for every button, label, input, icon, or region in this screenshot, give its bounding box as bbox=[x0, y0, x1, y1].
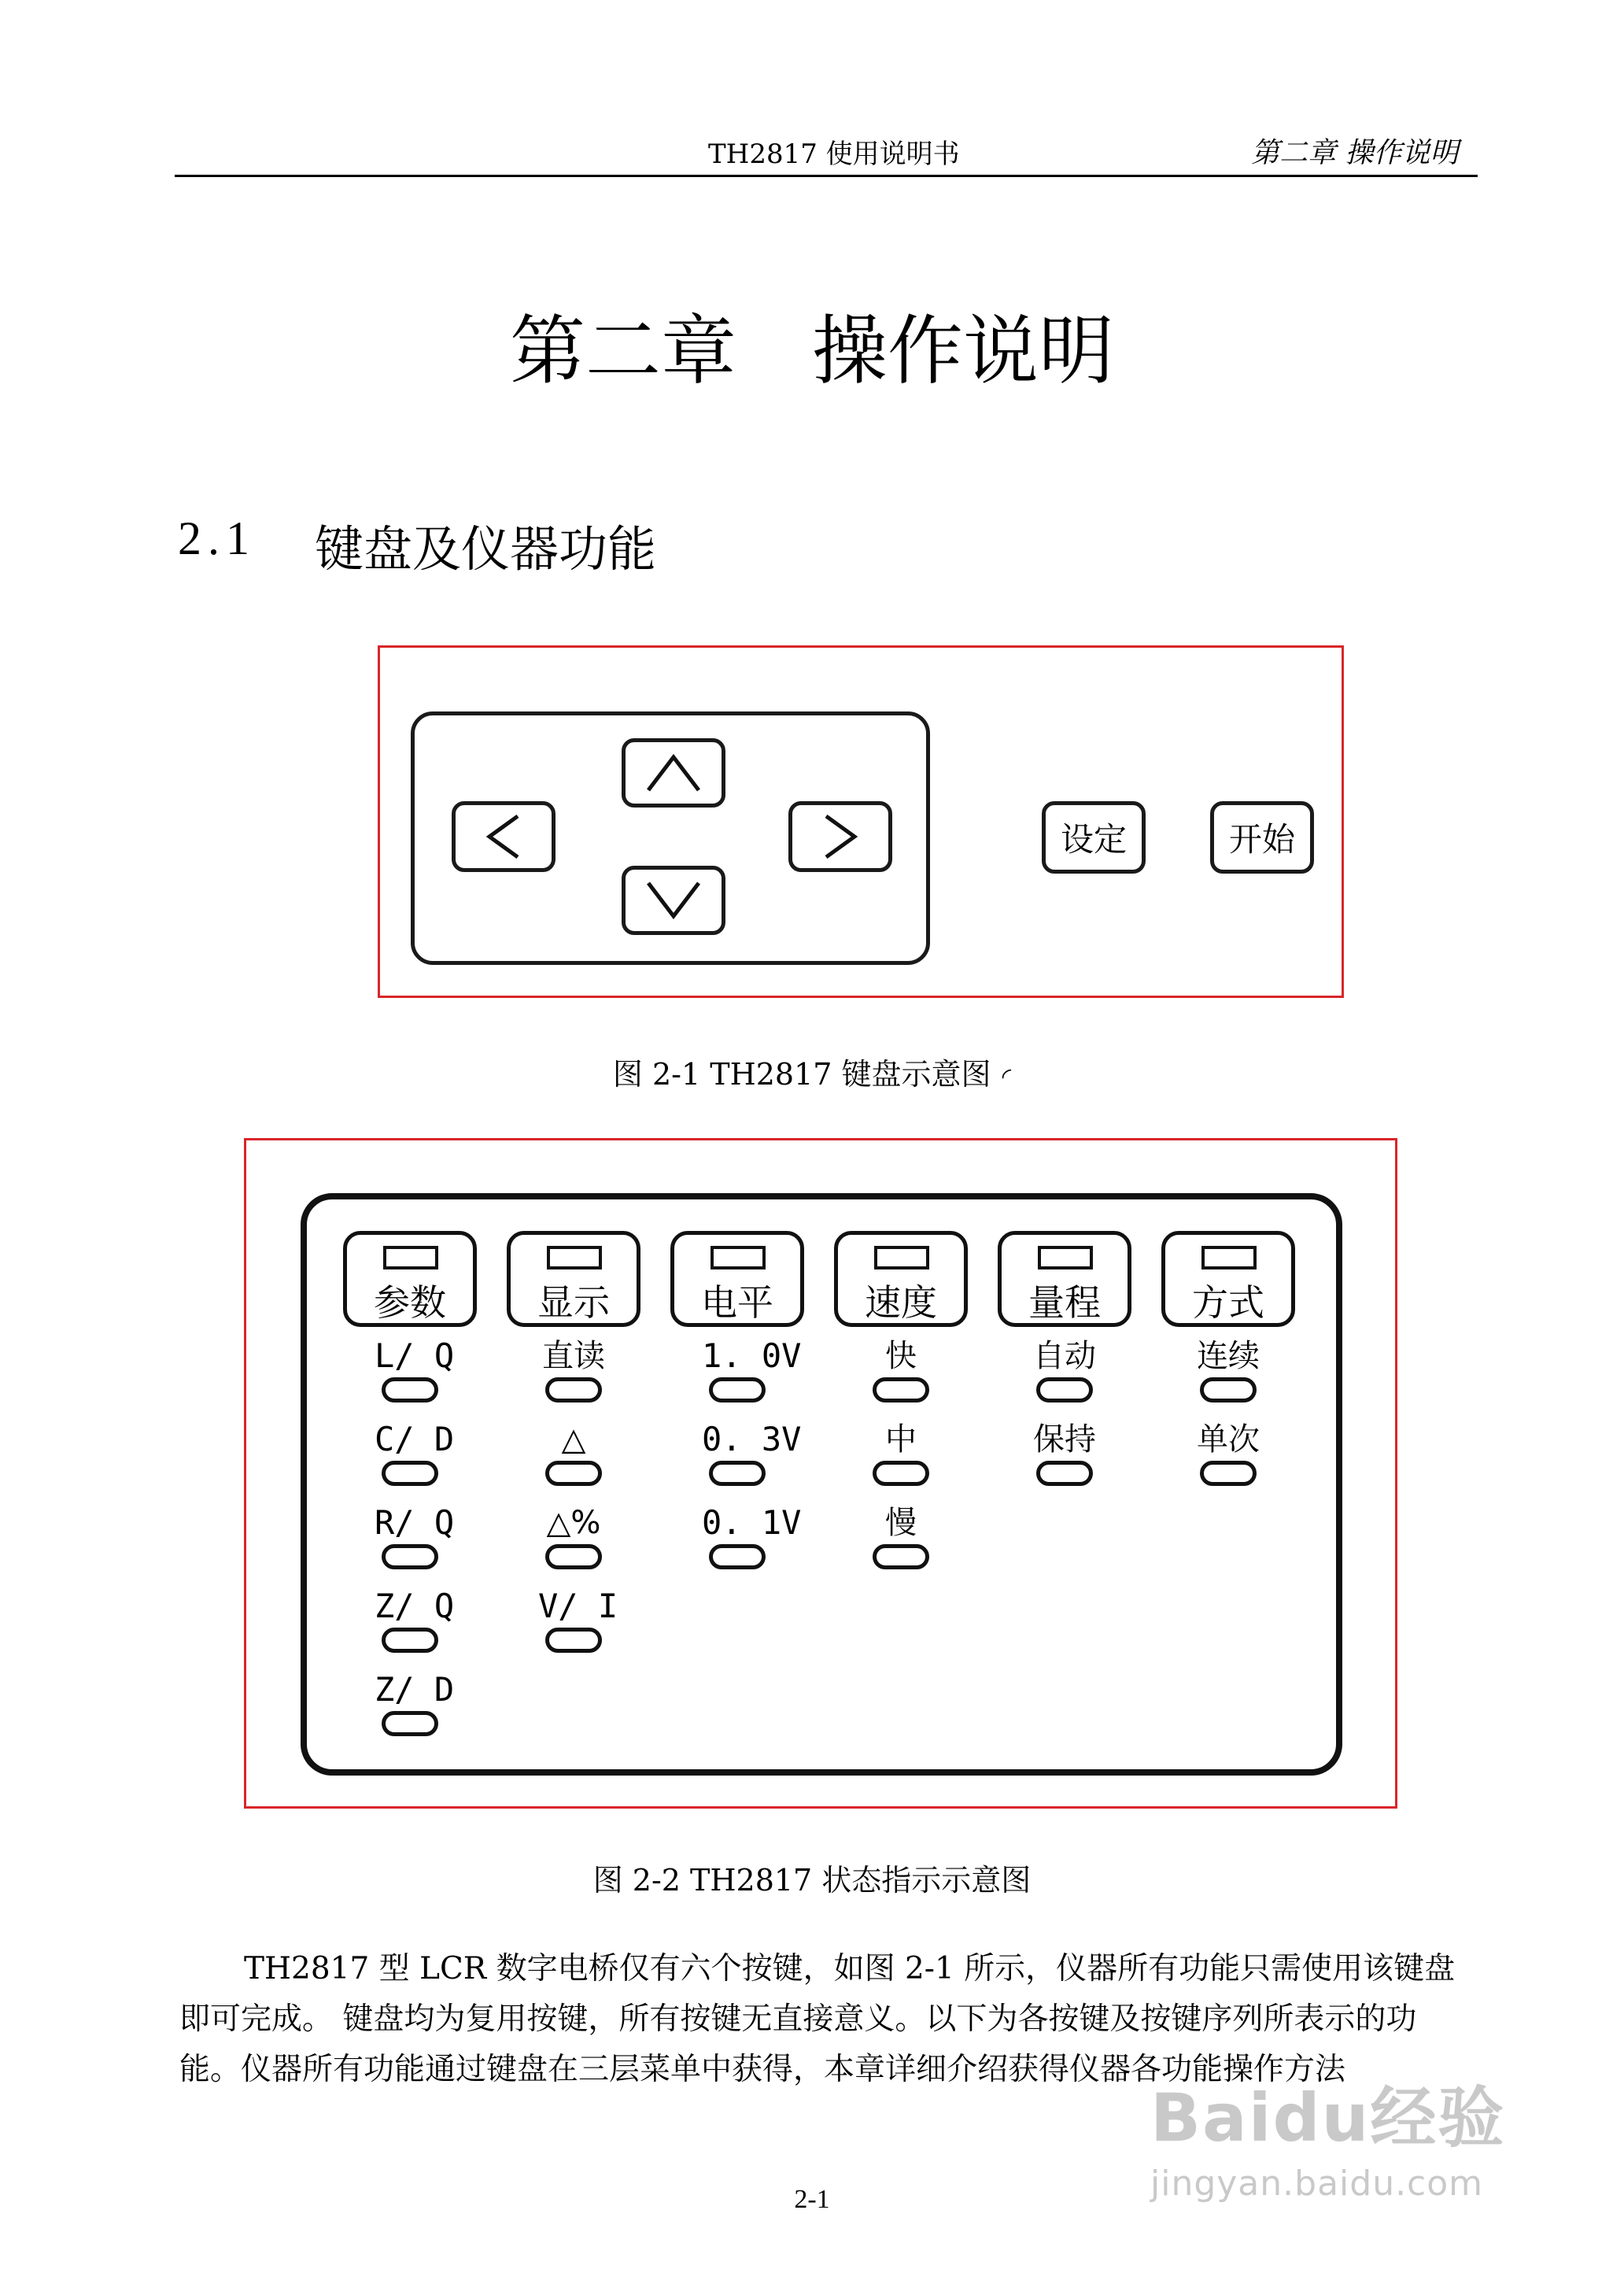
indicator-option-label: R/ Q bbox=[375, 1503, 455, 1542]
indicator-option bbox=[1193, 1335, 1264, 1402]
running-header-chapter: 第二章 操作说明 bbox=[1251, 137, 1459, 169]
indicator-option bbox=[375, 1669, 455, 1736]
indicator-led bbox=[873, 1544, 929, 1569]
group-button-3 bbox=[834, 1231, 968, 1327]
chevron-up-icon bbox=[644, 751, 703, 795]
watermark-url: jingyan.baidu.com bbox=[1150, 2164, 1484, 2204]
indicator-option-label: △% bbox=[546, 1505, 601, 1541]
indicator-led bbox=[382, 1377, 438, 1402]
indicator-option-label: △ bbox=[561, 1421, 586, 1458]
indicator-led bbox=[382, 1711, 438, 1736]
chevron-left-icon bbox=[480, 811, 527, 862]
down-key[interactable] bbox=[622, 866, 725, 935]
page-number: 2-1 bbox=[794, 2185, 830, 2214]
indicator-led bbox=[873, 1461, 929, 1486]
figure-1-caption bbox=[0, 1050, 1624, 1093]
watermark-logo: Baidu经验 bbox=[1150, 2079, 1506, 2156]
figure-2-caption: 图 2-2 TH2817 状态指示示意图 bbox=[592, 1863, 1032, 1898]
indicator-option-label: 1. 0V bbox=[702, 1336, 802, 1375]
group-label: 参数 bbox=[374, 1281, 446, 1324]
indicator-option-label: V/ I bbox=[538, 1587, 618, 1625]
group-label: 方式 bbox=[1192, 1281, 1264, 1324]
indicator-option-label: 0. 3V bbox=[702, 1420, 802, 1458]
indicator-option-label: 中 bbox=[885, 1421, 917, 1458]
chapter-number: 第二章 bbox=[510, 307, 736, 395]
indicator-option-label: Z/ Q bbox=[375, 1587, 455, 1625]
start-key[interactable]: 开始 bbox=[1210, 801, 1314, 874]
group-led bbox=[1201, 1246, 1257, 1269]
indicator-option bbox=[702, 1502, 802, 1569]
indicator-led bbox=[709, 1377, 766, 1402]
group-button-1 bbox=[507, 1231, 640, 1327]
left-key[interactable] bbox=[452, 801, 555, 872]
body-text: TH2817 型 LCR 数字电桥仅有六个按键，如图 2-1 所示，仪器所有功能只需使用该键盘即可完成。 键盘均为复用按键，所有按键无直接意义。以下为各按键及按键序列所表示的功能。仪器所有功能通过键盘在三层菜单中获得，本章详细介绍获得仪器各功能操作方法 bbox=[179, 1951, 1456, 2087]
indicator-option-label: C/ D bbox=[375, 1420, 455, 1458]
group-led bbox=[710, 1246, 766, 1269]
indicator-led bbox=[1036, 1377, 1093, 1402]
set-key[interactable]: 设定 bbox=[1042, 801, 1146, 874]
indicator-option-label: 自动 bbox=[1033, 1338, 1096, 1374]
indicator-option bbox=[1193, 1418, 1264, 1486]
indicator-option bbox=[538, 1585, 618, 1653]
chevron-down-icon bbox=[644, 878, 703, 922]
figure-1-caption-text: 图 2-1 TH2817 键盘示意图 bbox=[612, 1057, 991, 1092]
indicator-option bbox=[866, 1335, 936, 1402]
right-key[interactable] bbox=[788, 801, 892, 872]
indicator-option bbox=[866, 1502, 936, 1569]
indicator-option bbox=[375, 1418, 455, 1486]
indicator-led bbox=[709, 1461, 766, 1486]
indicator-led bbox=[873, 1377, 929, 1402]
group-label: 量程 bbox=[1028, 1281, 1101, 1324]
group-led bbox=[383, 1246, 438, 1269]
indicator-option bbox=[866, 1418, 936, 1486]
chapter-heading bbox=[0, 291, 1624, 399]
up-key[interactable] bbox=[622, 738, 725, 808]
group-led bbox=[1038, 1246, 1093, 1269]
indicator-option bbox=[538, 1335, 609, 1402]
indicator-option-label: L/ Q bbox=[375, 1336, 455, 1375]
indicator-option bbox=[538, 1418, 609, 1486]
header-rule bbox=[175, 175, 1478, 177]
indicator-option-label: 慢 bbox=[885, 1505, 917, 1541]
indicator-led bbox=[1200, 1461, 1257, 1486]
indicator-led bbox=[545, 1461, 602, 1486]
indicator-led bbox=[545, 1628, 602, 1653]
indicator-option bbox=[702, 1418, 802, 1486]
group-led bbox=[547, 1246, 602, 1269]
indicator-option-label: 0. 1V bbox=[702, 1503, 802, 1542]
indicator-option-label: 保持 bbox=[1033, 1421, 1096, 1458]
group-label: 速度 bbox=[865, 1281, 937, 1324]
indicator-option bbox=[375, 1502, 455, 1569]
chapter-title: 操作说明 bbox=[812, 307, 1114, 395]
indicator-option bbox=[1029, 1418, 1100, 1486]
group-button-5 bbox=[1161, 1231, 1295, 1327]
chevron-right-icon bbox=[817, 811, 864, 862]
running-header-title: TH2817 使用说明书 bbox=[708, 139, 960, 170]
indicator-option-label: 直读 bbox=[542, 1338, 605, 1374]
indicator-option-label: 快 bbox=[885, 1338, 917, 1374]
indicator-led bbox=[545, 1377, 602, 1402]
group-button-0 bbox=[343, 1231, 477, 1327]
indicator-option bbox=[375, 1585, 455, 1653]
baidu-watermark bbox=[1150, 2065, 1505, 2204]
indicator-option bbox=[1029, 1335, 1100, 1402]
caption-mark: ◜ bbox=[1002, 1063, 1012, 1091]
indicator-led bbox=[382, 1544, 438, 1569]
indicator-led bbox=[1036, 1461, 1093, 1486]
group-button-2 bbox=[670, 1231, 804, 1327]
indicator-led bbox=[709, 1544, 766, 1569]
group-led bbox=[874, 1246, 929, 1269]
indicator-option bbox=[538, 1502, 609, 1569]
indicator-option-label: 连续 bbox=[1197, 1338, 1260, 1374]
group-button-4 bbox=[998, 1231, 1131, 1327]
section-title: 键盘及仪器功能 bbox=[315, 520, 657, 578]
group-label: 显示 bbox=[537, 1281, 610, 1324]
group-label: 电平 bbox=[701, 1281, 773, 1324]
indicator-led bbox=[382, 1461, 438, 1486]
section-number: 2.1 bbox=[178, 512, 256, 564]
indicator-option bbox=[702, 1335, 802, 1402]
indicator-led bbox=[382, 1628, 438, 1653]
indicator-led bbox=[545, 1544, 602, 1569]
indicator-option bbox=[375, 1335, 455, 1402]
indicator-option-label: Z/ D bbox=[375, 1670, 455, 1709]
indicator-option-label: 单次 bbox=[1197, 1421, 1260, 1458]
indicator-led bbox=[1200, 1377, 1257, 1402]
